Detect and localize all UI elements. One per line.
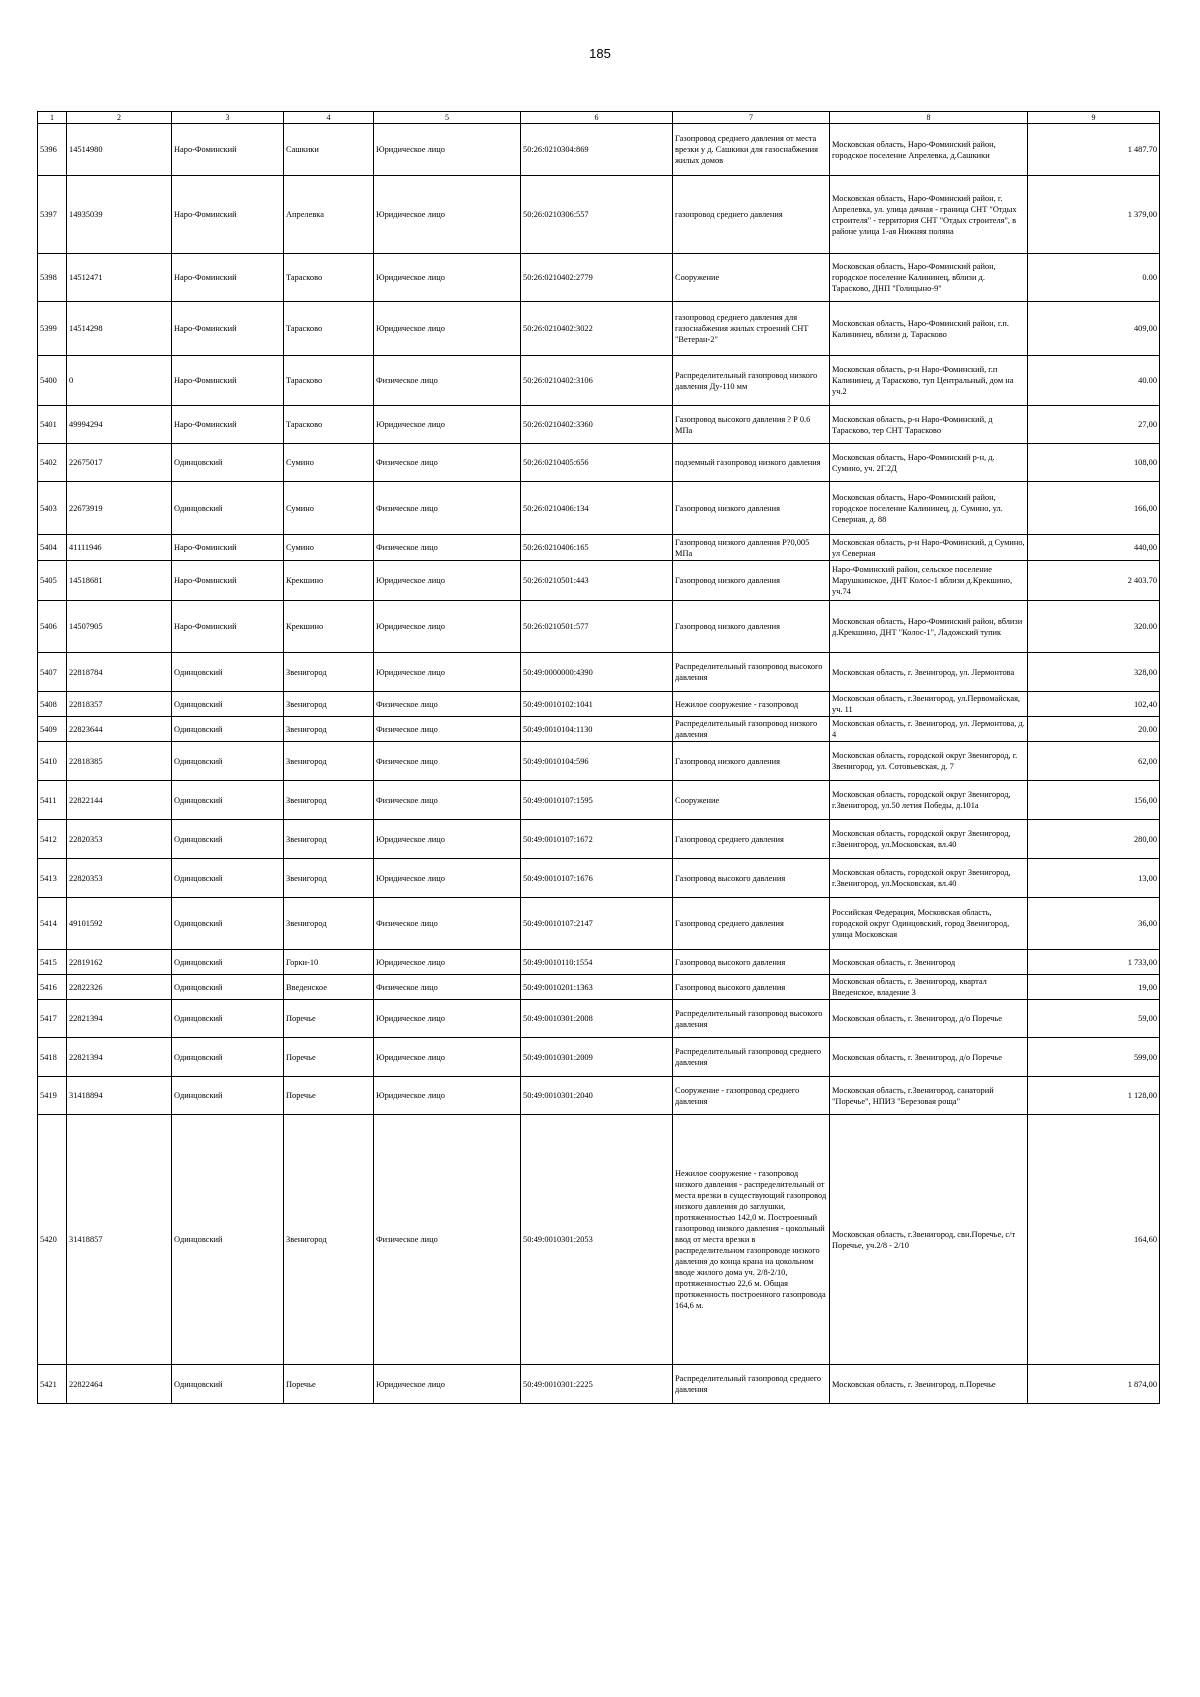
cadastral-number-cell: 50:49:0010107:1676 (521, 859, 673, 898)
owner-type-cell: Юридическое лицо (374, 1077, 521, 1115)
row-number-cell: 5410 (38, 742, 67, 781)
owner-type-cell: Физическое лицо (374, 898, 521, 950)
object-name-cell: Распределительный газопровод среднего давления (673, 1038, 830, 1077)
district-cell: Одинцовский (172, 898, 284, 950)
value-cell: 320.00 (1028, 601, 1160, 653)
cadastral-number-cell: 50:26:0210402:3022 (521, 302, 673, 356)
row-number-cell: 5400 (38, 356, 67, 406)
column-header: 4 (284, 112, 374, 124)
row-number-cell: 5397 (38, 176, 67, 254)
address-cell: Московская область, р-н Наро-Фоминский, д Сумино, ул Северная (830, 535, 1028, 561)
object-name-cell: Газопровод низкого давления (673, 561, 830, 601)
owner-type-cell: Физическое лицо (374, 444, 521, 482)
registry-table (37, 111, 1160, 1404)
locality-cell: Звенигород (284, 781, 374, 820)
object-id-cell: 14935039 (67, 176, 172, 254)
owner-type-cell: Физическое лицо (374, 975, 521, 1000)
district-cell: Одинцовский (172, 742, 284, 781)
object-id-cell: 0 (67, 356, 172, 406)
table-row (38, 601, 1160, 653)
table-row (38, 406, 1160, 444)
object-id-cell: 22822144 (67, 781, 172, 820)
cadastral-number-cell: 50:26:0210406:134 (521, 482, 673, 535)
locality-cell: Звенигород (284, 898, 374, 950)
object-name-cell: Сооружение (673, 781, 830, 820)
object-id-cell: 14514980 (67, 124, 172, 176)
object-name-cell: Газопровод среднего давления от места врезки у д. Сашкики для газоснабжения жилых домов (673, 124, 830, 176)
locality-cell: Поречье (284, 1038, 374, 1077)
object-name-cell: Распределительный газопровод среднего давления (673, 1365, 830, 1404)
row-number-cell: 5421 (38, 1365, 67, 1404)
owner-type-cell: Юридическое лицо (374, 254, 521, 302)
cadastral-number-cell: 50:26:0210402:3360 (521, 406, 673, 444)
district-cell: Наро-Фоминский (172, 124, 284, 176)
locality-cell: Звенигород (284, 820, 374, 859)
value-cell: 40.00 (1028, 356, 1160, 406)
row-number-cell: 5415 (38, 950, 67, 975)
district-cell: Одинцовский (172, 781, 284, 820)
object-name-cell: Распределительный газопровод низкого давления (673, 717, 830, 742)
locality-cell: Сумино (284, 482, 374, 535)
table-row (38, 692, 1160, 717)
address-cell: Московская область, г. Звенигород, ул. Лермонтова, д. 4 (830, 717, 1028, 742)
owner-type-cell: Юридическое лицо (374, 859, 521, 898)
table-row (38, 653, 1160, 692)
address-cell: Московская область, г.Звенигород, санаторий "Поречье", НПИЗ "Березовая роща" (830, 1077, 1028, 1115)
owner-type-cell: Юридическое лицо (374, 561, 521, 601)
row-number-cell: 5396 (38, 124, 67, 176)
cadastral-number-cell: 50:26:0210306:557 (521, 176, 673, 254)
value-cell: 62,00 (1028, 742, 1160, 781)
district-cell: Одинцовский (172, 859, 284, 898)
locality-cell: Тарасково (284, 254, 374, 302)
object-id-cell: 14512471 (67, 254, 172, 302)
object-id-cell: 49101592 (67, 898, 172, 950)
owner-type-cell: Физическое лицо (374, 535, 521, 561)
address-cell: Московская область, г. Звенигород, п.Поречье (830, 1365, 1028, 1404)
row-number-cell: 5404 (38, 535, 67, 561)
object-name-cell: Газопровод низкого давления (673, 742, 830, 781)
locality-cell: Звенигород (284, 692, 374, 717)
address-cell: Московская область, Наро-Фоминский район, г. Апрелевка, ул. улица дачная - граница СНТ "Отдых строителя" - территория СНТ "Отдых строителя", в районе улица 1-ая Нижняя поляна (830, 176, 1028, 254)
value-cell: 1 128,00 (1028, 1077, 1160, 1115)
cadastral-number-cell: 50:26:0210304:869 (521, 124, 673, 176)
object-id-cell: 22818357 (67, 692, 172, 717)
object-id-cell: 22673919 (67, 482, 172, 535)
object-id-cell: 22821394 (67, 1000, 172, 1038)
owner-type-cell: Физическое лицо (374, 1115, 521, 1365)
row-number-cell: 5419 (38, 1077, 67, 1115)
row-number-cell: 5409 (38, 717, 67, 742)
owner-type-cell: Юридическое лицо (374, 406, 521, 444)
address-cell: Московская область, г. Звенигород, ул. Лермонтова (830, 653, 1028, 692)
value-cell: 1 733,00 (1028, 950, 1160, 975)
table-row (38, 1365, 1160, 1404)
address-cell: Московская область, Наро-Фоминский район, городское поселение Калининец, д. Сумино, ул. Северная, д. 88 (830, 482, 1028, 535)
address-cell: Московская область, Наро-Фоминский р-н, д. Сумино, уч. 2Г.2Д (830, 444, 1028, 482)
table-row (38, 302, 1160, 356)
cadastral-number-cell: 50:26:0210406:165 (521, 535, 673, 561)
cadastral-number-cell: 50:49:0010201:1363 (521, 975, 673, 1000)
column-header: 7 (673, 112, 830, 124)
table-row (38, 535, 1160, 561)
locality-cell: Тарасково (284, 406, 374, 444)
value-cell: 1 379,00 (1028, 176, 1160, 254)
object-name-cell: газопровод среднего давления для газоснабжения жилых строений СНТ "Ветеран-2" (673, 302, 830, 356)
district-cell: Наро-Фоминский (172, 254, 284, 302)
address-cell: Московская область, Наро-Фоминский район, городское поселение Калининец, вблизи д. Тарасково, ДНП "Голицыно-9" (830, 254, 1028, 302)
value-cell: 166,00 (1028, 482, 1160, 535)
row-number-cell: 5403 (38, 482, 67, 535)
owner-type-cell: Юридическое лицо (374, 124, 521, 176)
locality-cell: Сашкики (284, 124, 374, 176)
value-cell: 13,00 (1028, 859, 1160, 898)
address-cell: Московская область, г.Звенигород, ул.Первомайская, уч. 11 (830, 692, 1028, 717)
locality-cell: Поречье (284, 1365, 374, 1404)
object-id-cell: 41111946 (67, 535, 172, 561)
address-cell: Московская область, г.Звенигород, свн.Поречье, с/т Поречье, уч.2/8 - 2/10 (830, 1115, 1028, 1365)
cadastral-number-cell: 50:49:0010104:1130 (521, 717, 673, 742)
district-cell: Одинцовский (172, 975, 284, 1000)
row-number-cell: 5399 (38, 302, 67, 356)
district-cell: Одинцовский (172, 1000, 284, 1038)
row-number-cell: 5398 (38, 254, 67, 302)
object-id-cell: 22822326 (67, 975, 172, 1000)
table-row (38, 561, 1160, 601)
address-cell: Российская Федерация, Московская область, городской округ Одинцовский, город Звенигород, улица Московская (830, 898, 1028, 950)
column-header: 9 (1028, 112, 1160, 124)
table-row (38, 356, 1160, 406)
row-number-cell: 5411 (38, 781, 67, 820)
locality-cell: Крекшино (284, 601, 374, 653)
object-name-cell: подземный газопровод низкого давления (673, 444, 830, 482)
district-cell: Наро-Фоминский (172, 535, 284, 561)
district-cell: Одинцовский (172, 820, 284, 859)
column-header: 8 (830, 112, 1028, 124)
cadastral-number-cell: 50:49:0000000:4390 (521, 653, 673, 692)
district-cell: Наро-Фоминский (172, 302, 284, 356)
cadastral-number-cell: 50:26:0210402:3106 (521, 356, 673, 406)
object-id-cell: 22820353 (67, 859, 172, 898)
object-id-cell: 31418857 (67, 1115, 172, 1365)
table-row (38, 1115, 1160, 1365)
table-row (38, 1038, 1160, 1077)
object-id-cell: 14518681 (67, 561, 172, 601)
object-name-cell: Газопровод низкого давления (673, 601, 830, 653)
locality-cell: Поречье (284, 1000, 374, 1038)
district-cell: Одинцовский (172, 653, 284, 692)
row-number-cell: 5401 (38, 406, 67, 444)
cadastral-number-cell: 50:49:0010301:2040 (521, 1077, 673, 1115)
table-row (38, 176, 1160, 254)
object-name-cell: Газопровод высокого давления (673, 950, 830, 975)
owner-type-cell: Физическое лицо (374, 482, 521, 535)
owner-type-cell: Физическое лицо (374, 356, 521, 406)
column-number-row (38, 112, 1160, 124)
row-number-cell: 5414 (38, 898, 67, 950)
object-name-cell: Газопровод высокого давления (673, 975, 830, 1000)
row-number-cell: 5417 (38, 1000, 67, 1038)
owner-type-cell: Юридическое лицо (374, 820, 521, 859)
value-cell: 1 487.70 (1028, 124, 1160, 176)
value-cell: 27,00 (1028, 406, 1160, 444)
locality-cell: Звенигород (284, 859, 374, 898)
row-number-cell: 5420 (38, 1115, 67, 1365)
object-name-cell: Нежилое сооружение - газопровод низкого давления - распределительный от места врезки в существующий газопровод низкого давления до заглушки, протяженностью 142,0 м. Построенный газопровод низкого давления - цокольный ввод от места врезки в распределительном газопроводе низкого давления до конца крана на цокольном вводе жилого дома уч. 2/8-2/10, протяженностью 22,6 м. Общая протяженность построенного газопровода 164,6 м. (673, 1115, 830, 1365)
cadastral-number-cell: 50:49:0010102:1041 (521, 692, 673, 717)
row-number-cell: 5413 (38, 859, 67, 898)
table-row (38, 975, 1160, 1000)
value-cell: 102,40 (1028, 692, 1160, 717)
value-cell: 0.00 (1028, 254, 1160, 302)
value-cell: 409,00 (1028, 302, 1160, 356)
object-id-cell: 22821394 (67, 1038, 172, 1077)
owner-type-cell: Физическое лицо (374, 781, 521, 820)
value-cell: 280,00 (1028, 820, 1160, 859)
table-row (38, 781, 1160, 820)
district-cell: Одинцовский (172, 1077, 284, 1115)
locality-cell: Звенигород (284, 742, 374, 781)
table-row (38, 859, 1160, 898)
district-cell: Одинцовский (172, 692, 284, 717)
owner-type-cell: Юридическое лицо (374, 302, 521, 356)
row-number-cell: 5406 (38, 601, 67, 653)
table-row (38, 717, 1160, 742)
object-name-cell: Распределительный газопровод высокого давления (673, 1000, 830, 1038)
owner-type-cell: Юридическое лицо (374, 950, 521, 975)
cadastral-number-cell: 50:49:0010107:2147 (521, 898, 673, 950)
object-name-cell: Сооружение (673, 254, 830, 302)
page-number: 185 (589, 46, 611, 61)
object-name-cell: Распределительный газопровод низкого давления Ду-110 мм (673, 356, 830, 406)
table-row (38, 124, 1160, 176)
address-cell: Московская область, г. Звенигород (830, 950, 1028, 975)
district-cell: Одинцовский (172, 1038, 284, 1077)
object-id-cell: 22818385 (67, 742, 172, 781)
locality-cell: Поречье (284, 1077, 374, 1115)
locality-cell: Звенигород (284, 1115, 374, 1365)
value-cell: 1 874,00 (1028, 1365, 1160, 1404)
locality-cell: Звенигород (284, 717, 374, 742)
district-cell: Одинцовский (172, 950, 284, 975)
value-cell: 59,00 (1028, 1000, 1160, 1038)
address-cell: Московская область, г. Звенигород, квартал Введенское, владение 3 (830, 975, 1028, 1000)
district-cell: Наро-Фоминский (172, 601, 284, 653)
district-cell: Наро-Фоминский (172, 356, 284, 406)
district-cell: Одинцовский (172, 1365, 284, 1404)
owner-type-cell: Физическое лицо (374, 692, 521, 717)
address-cell: Московская область, Наро-Фоминский район, г.п. Калининец, вблизи д. Тарасково (830, 302, 1028, 356)
cadastral-number-cell: 50:26:0210501:443 (521, 561, 673, 601)
cadastral-number-cell: 50:49:0010107:1595 (521, 781, 673, 820)
district-cell: Одинцовский (172, 444, 284, 482)
value-cell: 164,60 (1028, 1115, 1160, 1365)
object-id-cell: 31418894 (67, 1077, 172, 1115)
value-cell: 108,00 (1028, 444, 1160, 482)
cadastral-number-cell: 50:26:0210402:2779 (521, 254, 673, 302)
table-row (38, 1077, 1160, 1115)
cadastral-number-cell: 50:26:0210405:656 (521, 444, 673, 482)
row-number-cell: 5418 (38, 1038, 67, 1077)
address-cell: Московская область, Наро-Фоминский район, вблизи д.Крекшино, ДНТ "Колос-1", Ладожский тупик (830, 601, 1028, 653)
district-cell: Наро-Фоминский (172, 561, 284, 601)
locality-cell: Тарасково (284, 302, 374, 356)
object-name-cell: Газопровод среднего давления (673, 820, 830, 859)
locality-cell: Тарасково (284, 356, 374, 406)
district-cell: Наро-Фоминский (172, 176, 284, 254)
object-id-cell: 14507905 (67, 601, 172, 653)
locality-cell: Сумино (284, 444, 374, 482)
locality-cell: Введенское (284, 975, 374, 1000)
value-cell: 440,00 (1028, 535, 1160, 561)
owner-type-cell: Юридическое лицо (374, 1038, 521, 1077)
row-number-cell: 5402 (38, 444, 67, 482)
owner-type-cell: Юридическое лицо (374, 653, 521, 692)
table-row (38, 1000, 1160, 1038)
value-cell: 36,00 (1028, 898, 1160, 950)
locality-cell: Сумино (284, 535, 374, 561)
value-cell: 156,00 (1028, 781, 1160, 820)
table-row (38, 950, 1160, 975)
cadastral-number-cell: 50:49:0010301:2225 (521, 1365, 673, 1404)
address-cell: Московская область, р-н Наро-Фоминский, д Тарасково, тер СНТ Тарасково (830, 406, 1028, 444)
object-id-cell: 22819162 (67, 950, 172, 975)
object-name-cell: Газопровод среднего давления (673, 898, 830, 950)
address-cell: Московская область, Наро-Фоминский район, городское поселение Апрелевка, д.Сашкики (830, 124, 1028, 176)
object-name-cell: Газопровод высокого давления ? Р 0.6 МПа (673, 406, 830, 444)
owner-type-cell: Юридическое лицо (374, 1365, 521, 1404)
column-header: 5 (374, 112, 521, 124)
table-row (38, 444, 1160, 482)
row-number-cell: 5416 (38, 975, 67, 1000)
table-row (38, 254, 1160, 302)
table-row (38, 898, 1160, 950)
address-cell: Московская область, городской округ Звенигород, г.Звенигород, ул.50 летия Победы, д.101а (830, 781, 1028, 820)
address-cell: Московская область, городской округ Звенигород, г. Звенигород, ул. Сотовьевская, д. 7 (830, 742, 1028, 781)
object-id-cell: 49994294 (67, 406, 172, 444)
row-number-cell: 5412 (38, 820, 67, 859)
owner-type-cell: Юридическое лицо (374, 176, 521, 254)
value-cell: 2 403.70 (1028, 561, 1160, 601)
table-row (38, 820, 1160, 859)
address-cell: Наро-Фоминский район, сельское поселение Марушкинское, ДНТ Колос-1 вблизи д.Крекшино, уч.74 (830, 561, 1028, 601)
object-name-cell: Нежилое сооружение - газопровод (673, 692, 830, 717)
cadastral-number-cell: 50:49:0010110:1554 (521, 950, 673, 975)
cadastral-number-cell: 50:26:0210501:577 (521, 601, 673, 653)
object-name-cell: Сооружение - газопровод среднего давления (673, 1077, 830, 1115)
object-id-cell: 22822464 (67, 1365, 172, 1404)
object-name-cell: газопровод среднего давления (673, 176, 830, 254)
address-cell: Московская область, городской округ Звенигород, г.Звенигород, ул.Московская, вл.40 (830, 820, 1028, 859)
address-cell: Московская область, городской округ Звенигород, г.Звенигород, ул.Московская, вл.40 (830, 859, 1028, 898)
cadastral-number-cell: 50:49:0010301:2053 (521, 1115, 673, 1365)
owner-type-cell: Физическое лицо (374, 717, 521, 742)
object-id-cell: 22818784 (67, 653, 172, 692)
value-cell: 19,00 (1028, 975, 1160, 1000)
row-number-cell: 5408 (38, 692, 67, 717)
object-id-cell: 14514298 (67, 302, 172, 356)
owner-type-cell: Юридическое лицо (374, 601, 521, 653)
value-cell: 599,00 (1028, 1038, 1160, 1077)
district-cell: Одинцовский (172, 482, 284, 535)
address-cell: Московская область, р-н Наро-Фоминский, г.п Калининец, д Тарасково, туп Центральный, дом на уч.2 (830, 356, 1028, 406)
registry-body (38, 112, 1160, 1404)
locality-cell: Горки-10 (284, 950, 374, 975)
column-header: 1 (38, 112, 67, 124)
object-name-cell: Распределительный газопровод высокого давления (673, 653, 830, 692)
object-name-cell: Газопровод низкого давления (673, 482, 830, 535)
column-header: 3 (172, 112, 284, 124)
row-number-cell: 5405 (38, 561, 67, 601)
cadastral-number-cell: 50:49:0010301:2009 (521, 1038, 673, 1077)
table-row (38, 482, 1160, 535)
cadastral-number-cell: 50:49:0010107:1672 (521, 820, 673, 859)
cadastral-number-cell: 50:49:0010301:2008 (521, 1000, 673, 1038)
district-cell: Одинцовский (172, 1115, 284, 1365)
column-header: 6 (521, 112, 673, 124)
district-cell: Наро-Фоминский (172, 406, 284, 444)
table-row (38, 742, 1160, 781)
locality-cell: Апрелевка (284, 176, 374, 254)
row-number-cell: 5407 (38, 653, 67, 692)
object-id-cell: 22820353 (67, 820, 172, 859)
address-cell: Московская область, г. Звенигород, д/о Поречье (830, 1038, 1028, 1077)
object-name-cell: Газопровод высокого давления (673, 859, 830, 898)
owner-type-cell: Юридическое лицо (374, 1000, 521, 1038)
locality-cell: Звенигород (284, 653, 374, 692)
owner-type-cell: Физическое лицо (374, 742, 521, 781)
address-cell: Московская область, г. Звенигород, д/о Поречье (830, 1000, 1028, 1038)
district-cell: Одинцовский (172, 717, 284, 742)
locality-cell: Крекшино (284, 561, 374, 601)
column-header: 2 (67, 112, 172, 124)
value-cell: 328,00 (1028, 653, 1160, 692)
object-name-cell: Газопровод низкого давления Р?0,005 МПа (673, 535, 830, 561)
object-id-cell: 22823644 (67, 717, 172, 742)
cadastral-number-cell: 50:49:0010104:596 (521, 742, 673, 781)
value-cell: 20.00 (1028, 717, 1160, 742)
object-id-cell: 22675017 (67, 444, 172, 482)
